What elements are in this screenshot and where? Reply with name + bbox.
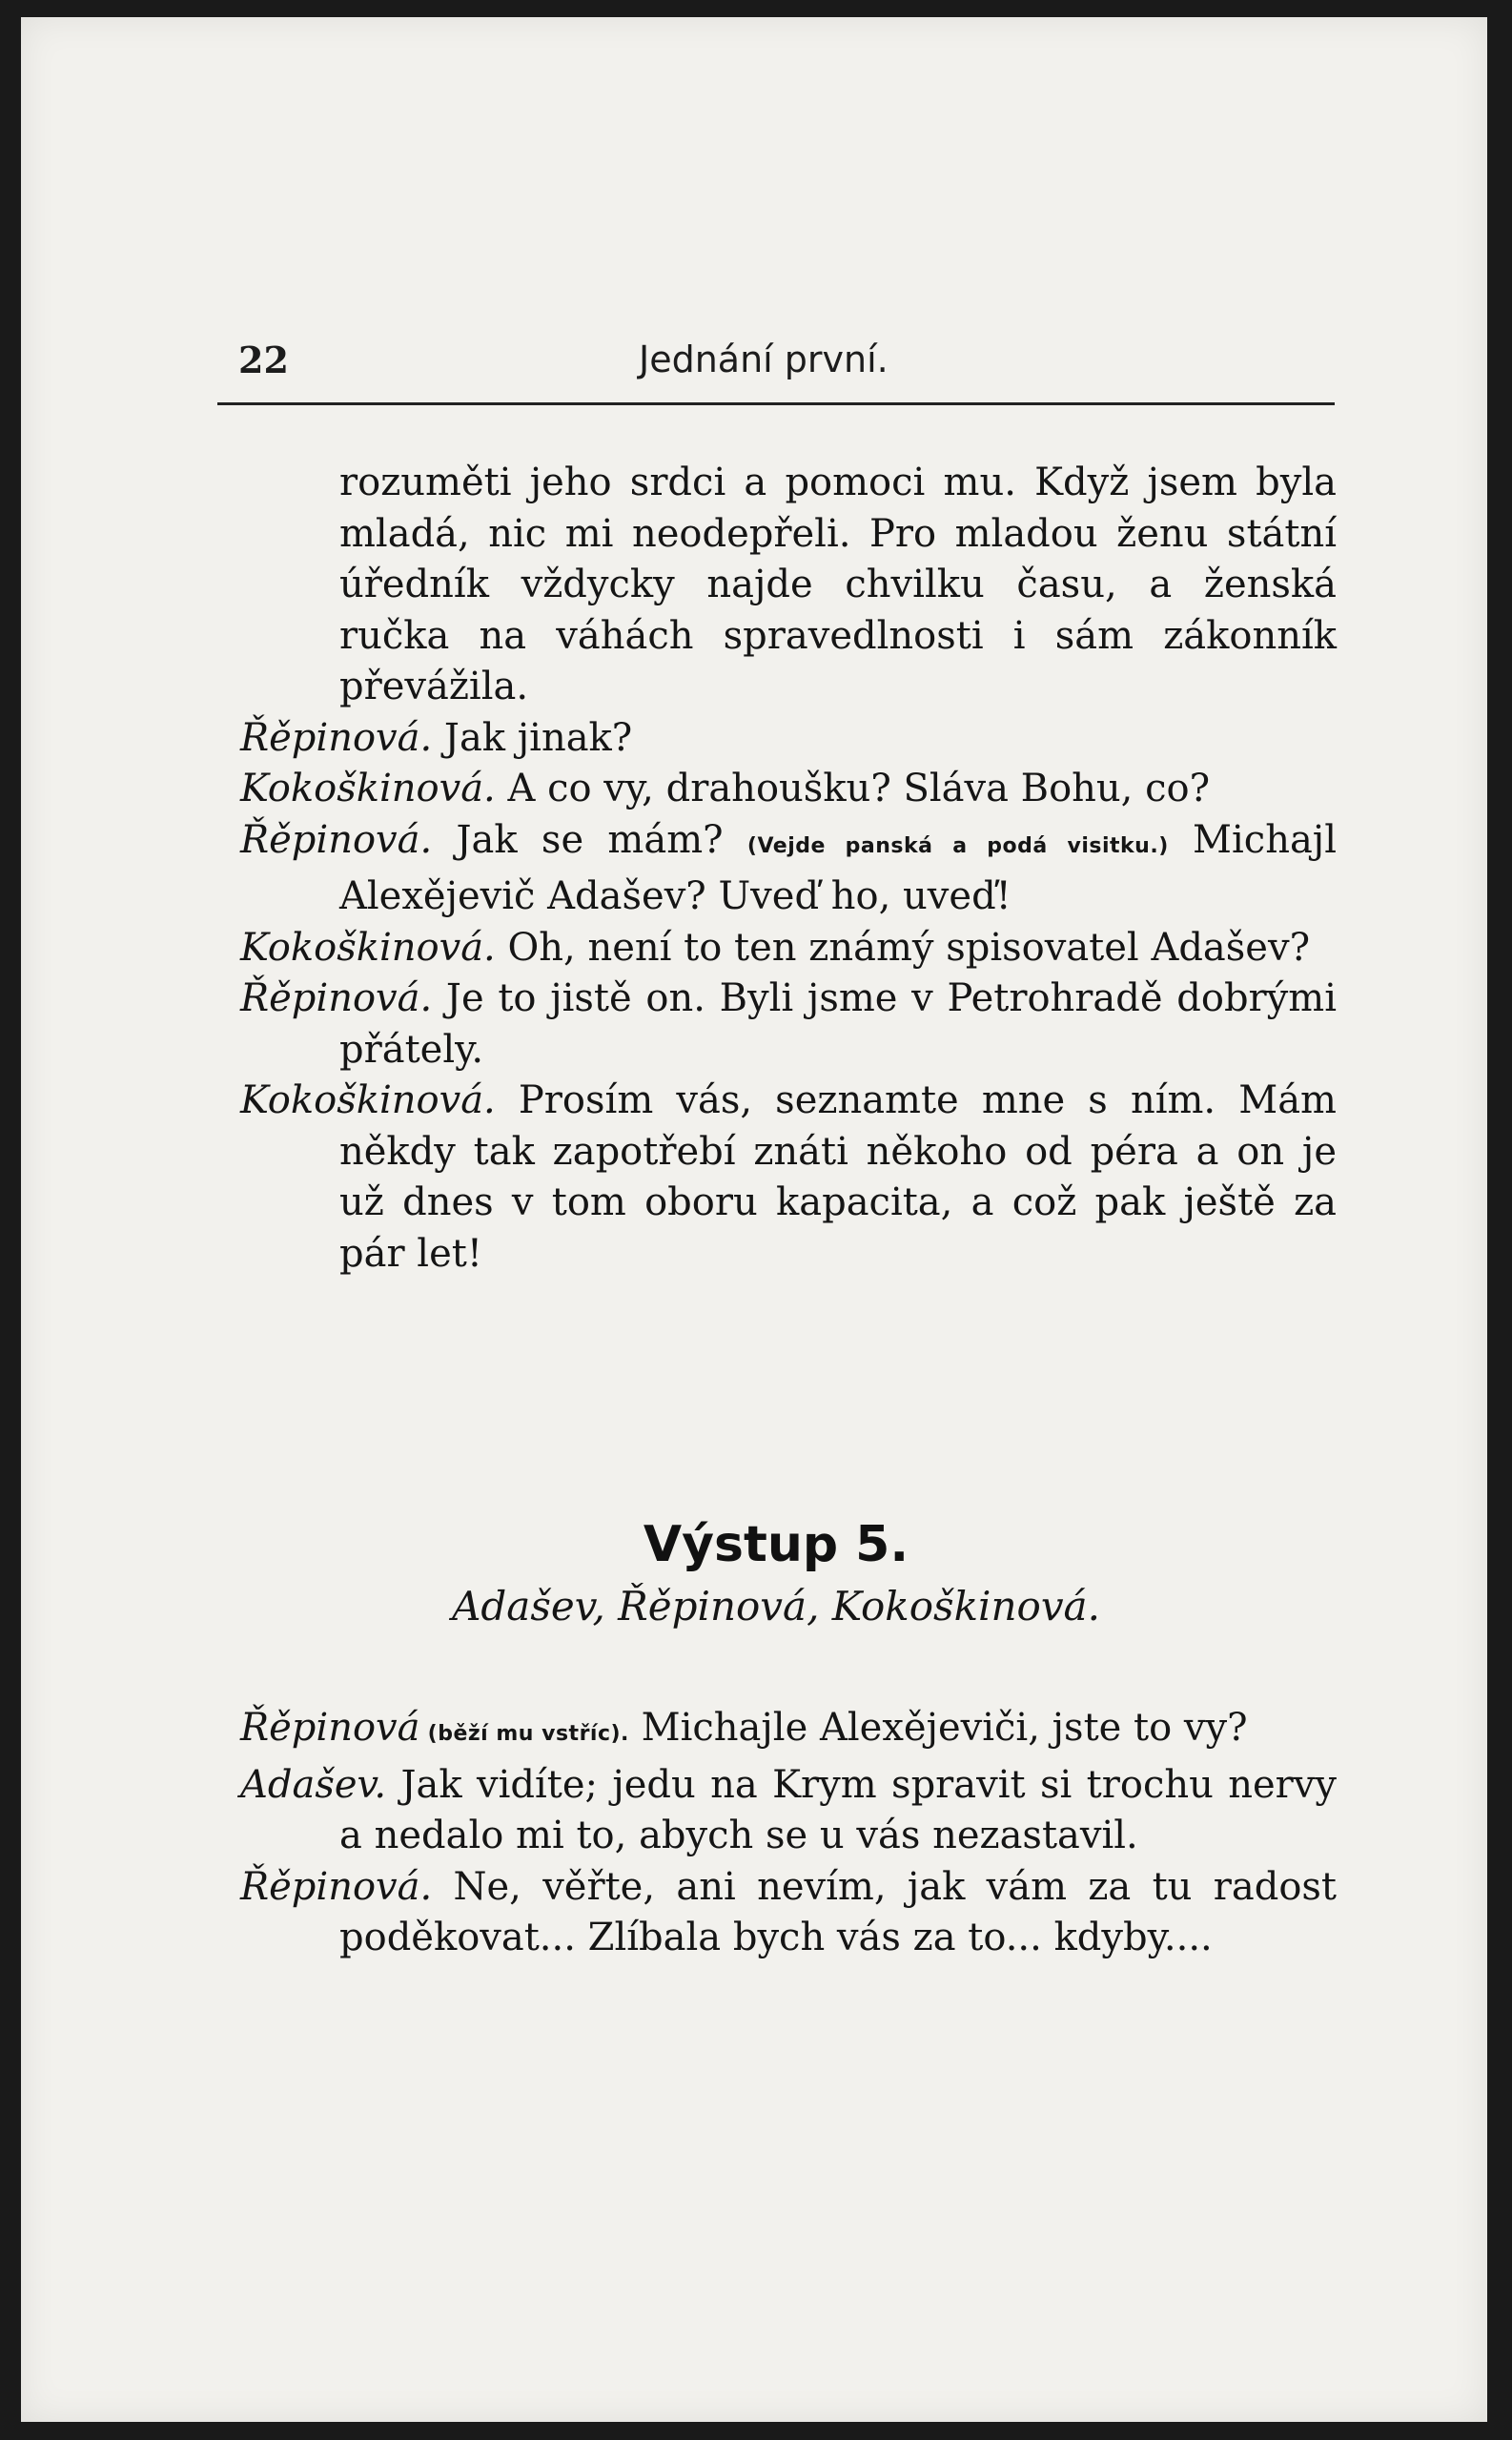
speech-text: Oh, není to ten známý spisovatel Adašev? [495, 925, 1311, 970]
dialogue-line [240, 974, 1337, 1076]
scene-title: Výstup 5. [643, 1516, 909, 1573]
speech-text: Michajl Alexějevič Adašev? Uveď ho, uveď! [339, 817, 1338, 918]
paragraph-continuation: rozuměti jeho srdci a pomoci mu. Když jsem byla mladá, nic mi neodepřeli. Pro mladou ženu státní úředník vždycky najde chvilku času, a ženská ručka na váhách spravedlnosti i sám zákonník převážila. [339, 461, 1337, 708]
dialogue-line [240, 1862, 1337, 1964]
dialogue-line [240, 815, 1337, 923]
speaker-name: Kokoškinová. [240, 925, 496, 970]
page-number: 22 [238, 338, 289, 381]
running-head: Jednání první. [639, 338, 889, 380]
header-rule [217, 402, 1335, 405]
speaker-name: Kokoškinová. [240, 767, 496, 810]
dialogue-block-2 [240, 1703, 1337, 1964]
dialogue-block-1 [240, 458, 1337, 1280]
speech-text: Ne, věřte, ani nevím, jak vám za tu radost poděkovat... Zlíbala bych vás za to... kdyby.... [339, 1864, 1337, 1959]
speech-text: Prosím vás, seznamte mne s ním. Mám někdy tak zapotřebí znáti někoho od péra a on je už dnes v tom oboru kapacita, a což pak ještě za pár let! [339, 1078, 1337, 1276]
speaker-name: Řěpinová. [240, 976, 433, 1020]
speech-text: Jak vidíte; jedu na Krym spravit si trochu nervy a nedalo mi to, abych se u vás nezastavil. [339, 1762, 1337, 1857]
speaker-name: Řěpinová. [240, 817, 433, 862]
speech-text: A co vy, drahoušku? Sláva Bohu, co? [495, 767, 1211, 810]
dialogue-line [240, 764, 1337, 815]
speaker-name: Řěpinová. [240, 715, 433, 760]
page-header [217, 338, 1335, 396]
dialogue-line [240, 1703, 1337, 1760]
speech-text: Michajle Alexějeviči, jste to vy? [628, 1706, 1248, 1750]
dialogue-line [240, 1076, 1337, 1280]
stage-direction: (Vejde panská a podá visitku.) [746, 833, 1169, 858]
dialogue-line [240, 1760, 1337, 1862]
dialogue-line [240, 713, 1337, 765]
scene-cast: Adašev, Řěpinová, Kokoškinová. [452, 1583, 1100, 1630]
speech-text: Je to jistě on. Byli jsme v Petrohradě dobrými přátely. [339, 976, 1337, 1072]
speaker-name: Kokoškinová. [240, 1078, 496, 1122]
speaker-name: Řěpinová [240, 1706, 420, 1750]
dialogue-line [240, 923, 1337, 974]
speech-text: Jak se mám? [432, 817, 747, 862]
speaker-name: Adašev. [240, 1762, 387, 1807]
speech-text: Jak jinak? [432, 715, 633, 760]
speaker-name: Řěpinová. [240, 1864, 433, 1909]
stage-direction: (běží mu vstříc). [419, 1722, 629, 1746]
